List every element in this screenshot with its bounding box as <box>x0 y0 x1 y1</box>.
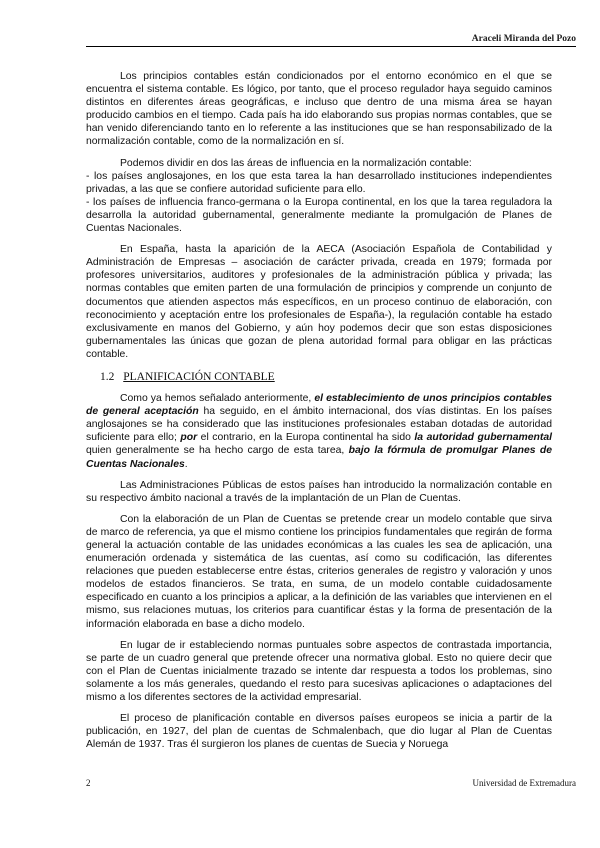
header-rule <box>86 46 576 47</box>
list-item-anglosajones: - los países anglosajones, en los que esta tarea la han desarrollado instituciones independientes privadas, a las que se confiere autoridad suficiente para ello. <box>86 170 552 195</box>
paragraph-espana-aeca: En España, hasta la aparición de la AECA (Asociación Española de Contabilidad y Administración de Empresas – asociación de carácter privada, creada en 1979; formada por profesores universitarios, auditores y profesionales de la administración pública y privada; las normas contables que emiten parten de una formulación de principios y comprende un conjunto de documentos que atienden aspectos más específicos, en un proceso continuo de elaboración, con reconocimiento y aceptación entre los profesionales de España-), la regulación contable ha estado exclusivamente en manos del Gobierno, y aún hoy podemos decir que son estas disposiciones gubernamentales las únicas que gozan de plena autoridad formal para obligar en las prácticas contable. <box>86 244 552 360</box>
text-run: quien generalmente se ha hecho cargo de esta tarea, <box>86 445 349 457</box>
text-run: ha seguido, en el ámbito internacional, dos vías distintas. En los países anglosajones se ha considerado que las instituciones profesionales estaban dotadas de autoridad suficiente para ello; <box>86 406 552 444</box>
emphasis-run: la autoridad gubernamental <box>414 432 552 444</box>
text-run: Como ya hemos señalado anteriormente, <box>120 393 315 405</box>
paragraph-plan-cuentas: Con la elaboración de un Plan de Cuentas se pretende crear un modelo contable que sirva de marco de referencia, ya que el mismo contiene los principios fundamentales que regirán de forma general la actuación contable de las unidades económicas a las cuales les sea de aplicación, una enumeración ordenada y sistemática de las cuentas, así como su codificación, las diferentes relaciones que pueden establecerse entre éstas, criterios generales de registro y valoración y unos modelos de estados financieros. Se trata, en suma, de un modelo contable cuidadosamente especificado en cuanto a los principios a aplicar, a la definición de las variables que intervienen en el mismo, sus relaciones mutuas, los criterios para cuantificar éstas y la forma de presentación de la información elaborada en base a dicho modelo. <box>86 513 552 630</box>
page-number: 2 <box>86 778 91 788</box>
body-text <box>86 70 552 751</box>
section-heading <box>100 371 552 384</box>
paragraph-administraciones: Las Administraciones Públicas de estos países han introducido la normalización contable en su respectivo ámbito nacional a través de la implantación de un Plan de Cuentas. <box>86 479 552 504</box>
emphasis-run: bajo la fórmula de promulgar Planes de Cuentas Nacionales <box>86 445 552 470</box>
list-item-franco-germana: - los países de influencia franco-germana o la Europa continental, en los que la tarea reguladora la desarrolla la autoridad gubernamental, generalmente mediante la promulgación de Planes de Cuentas Nacionales. <box>86 196 552 235</box>
header-author: Araceli Miranda del Pozo <box>471 34 576 44</box>
emphasis-run: el establecimiento de unos principios contables de general aceptación <box>86 393 552 418</box>
paragraph-normas-puntuales: En lugar de ir estableciendo normas puntuales sobre aspectos de contrastada importancia, se parte de un cuadro general que pretende ofrecer una normativa global. Esto no quiere decir que con el Plan de Cuentas inicialmente trazado se intente dar respuesta a todos los problemas, sino solamente a los más generales, quedando el resto para sucesivas aplicaciones o adaptaciones del mismo a los diferentes sectores de la actividad empresarial. <box>86 639 552 704</box>
section-title: PLANIFICACIÓN CONTABLE <box>123 370 275 383</box>
paragraph-dos-vias <box>86 392 552 471</box>
paragraph-areas-influencia: Podemos dividir en dos las áreas de influencia en la normalización contable: <box>120 157 472 169</box>
paragraph-proceso-planificacion: El proceso de planificación contable en diversos países europeos se inicia a partir de la publicación, en 1927, del plan de cuentas de Schmalenbach, que dio lugar al Plan de Cuentas Alemán de 1937. Tras él surgieron los planes de cuentas de Suecia y Noruega <box>86 713 552 751</box>
emphasis-run: por <box>180 432 198 444</box>
section-number: 1.2 <box>100 370 115 383</box>
paragraph-principios: Los principios contables están condicionados por el entorno económico en el que se encuentra el sistema contable. Es lógico, por tanto, que el proceso regulador haya seguido caminos distintos en diferentes áreas geográficas, e incluso que dentro de una misma área se hayan producido cambios en el tiempo. Cada país ha ido elaborando sus propias normas contables, que se han venido diferenciando tanto en lo referente a las instituciones que se han responsabilizado de la normalización contable, como de la normalización en sí. <box>86 71 552 148</box>
text-run: . <box>184 458 188 470</box>
footer-institution: Universidad de Extremadura <box>472 778 576 788</box>
text-run: el contrario, en la Europa continental ha sido <box>197 432 415 444</box>
